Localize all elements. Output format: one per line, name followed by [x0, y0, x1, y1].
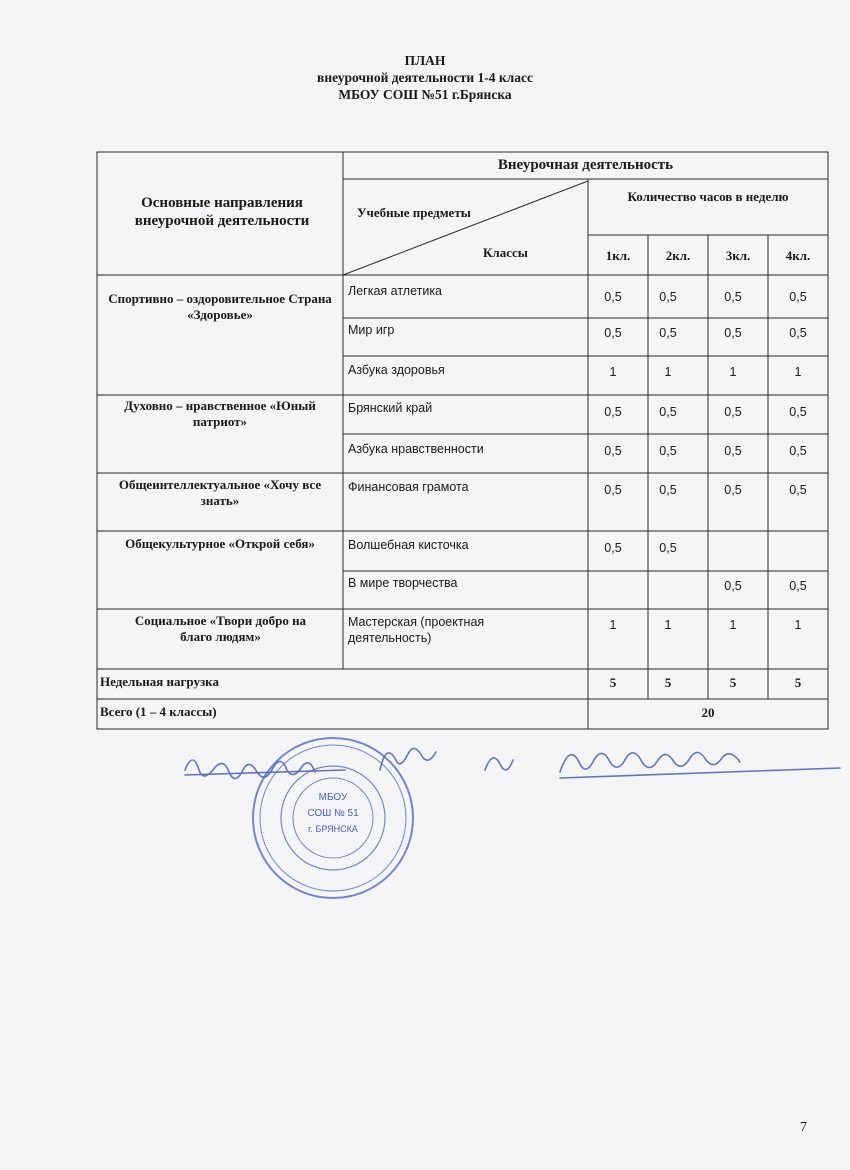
hours-cell: 0,5 — [789, 579, 807, 593]
hours-cell: 1 — [794, 618, 802, 632]
hours-cell: 0,5 — [724, 579, 742, 593]
weekly-load-value: 5 — [664, 675, 672, 690]
title-line-school: МБОУ СОШ №51 г.Брянска — [338, 87, 512, 102]
hours-cell: 0,5 — [659, 444, 677, 458]
hours-cell: 0,5 — [724, 444, 742, 458]
hours-cell: 0,5 — [604, 483, 622, 497]
weekly-load-value: 5 — [794, 675, 802, 690]
total-value: 20 — [701, 705, 715, 720]
hours-cell: 0,5 — [659, 290, 677, 304]
header-grade-3: 3кл. — [725, 248, 751, 263]
subject-row: Азбука нравственности — [348, 442, 484, 456]
subject-row: Азбука здоровья — [348, 363, 445, 377]
title-line-subtitle: внеурочной деятельности 1-4 класс — [317, 70, 533, 85]
hours-cell: 0,5 — [789, 405, 807, 419]
direction-sport: Спортивно – оздоровительное Страна «Здоровье» — [108, 291, 332, 322]
header-subjects: Учебные предметы — [357, 205, 471, 220]
svg-text:МБОУ: МБОУ — [318, 792, 348, 803]
header-grade-4: 4кл. — [785, 248, 811, 263]
svg-text:СОШ № 51: СОШ № 51 — [307, 808, 359, 819]
subject-row: Волшебная кисточка — [348, 538, 469, 552]
hours-cell: 0,5 — [659, 405, 677, 419]
hours-cell: 0,5 — [789, 444, 807, 458]
hours-cell: 0,5 — [604, 444, 622, 458]
hours-cell: 1 — [729, 618, 737, 632]
title-line-plan: ПЛАН — [404, 53, 446, 68]
subject-row: Финансовая грамота — [348, 480, 469, 494]
direction-spiritual: Духовно – нравственное «Юный патриот» — [124, 398, 316, 429]
direction-cultural: Общекультурное «Открой себя» — [125, 536, 315, 551]
direction-intellectual: Общеинтеллектуальное «Хочу все знать» — [118, 477, 322, 508]
hours-cell: 1 — [729, 365, 737, 379]
weekly-load-label: Недельная нагрузка — [100, 674, 219, 689]
subject-row: Мастерская (проектная деятельность) — [348, 615, 485, 645]
total-label: Всего (1 – 4 классы) — [100, 704, 217, 719]
hours-cell: 0,5 — [789, 290, 807, 304]
hours-cell: 1 — [609, 618, 617, 632]
header-extracurricular: Внеурочная деятельность — [497, 157, 674, 173]
hours-cell: 0,5 — [724, 483, 742, 497]
hours-cell: 1 — [664, 365, 672, 379]
hours-cell: 0,5 — [724, 405, 742, 419]
header-hours: Количество часов в неделю — [627, 189, 789, 204]
hours-cell: 0,5 — [659, 541, 677, 555]
subject-row: Легкая атлетика — [348, 284, 443, 298]
hours-cell: 0,5 — [789, 326, 807, 340]
hours-cell: 0,5 — [724, 326, 742, 340]
hours-cell: 1 — [794, 365, 802, 379]
hours-cell: 0,5 — [604, 290, 622, 304]
hours-cell: 0,5 — [659, 483, 677, 497]
hours-cell: 0,5 — [604, 541, 622, 555]
hours-cell: 1 — [664, 618, 672, 632]
hours-cell: 0,5 — [724, 290, 742, 304]
header-grade-2: 2кл. — [665, 248, 691, 263]
hours-cell: 0,5 — [659, 326, 677, 340]
hours-cell: 0,5 — [604, 405, 622, 419]
header-directions: Основные направления внеурочной деятельности — [134, 195, 310, 229]
weekly-load-value: 5 — [729, 675, 737, 690]
header-classes: Классы — [483, 245, 528, 260]
svg-text:г. БРЯНСКА: г. БРЯНСКА — [308, 824, 358, 834]
subject-row: Брянский край — [348, 401, 433, 415]
subject-row: Мир игр — [348, 323, 395, 337]
hours-cell: 0,5 — [604, 326, 622, 340]
handwritten-signature — [185, 748, 840, 778]
hours-cell: 0,5 — [789, 483, 807, 497]
hours-cell: 1 — [609, 365, 617, 379]
subject-row: В мире творчества — [348, 576, 458, 590]
direction-social: Социальное «Твори добро на благо людям» — [134, 613, 307, 644]
weekly-load-value: 5 — [609, 675, 617, 690]
header-grade-1: 1кл. — [605, 248, 631, 263]
page-number: 7 — [800, 1120, 807, 1135]
